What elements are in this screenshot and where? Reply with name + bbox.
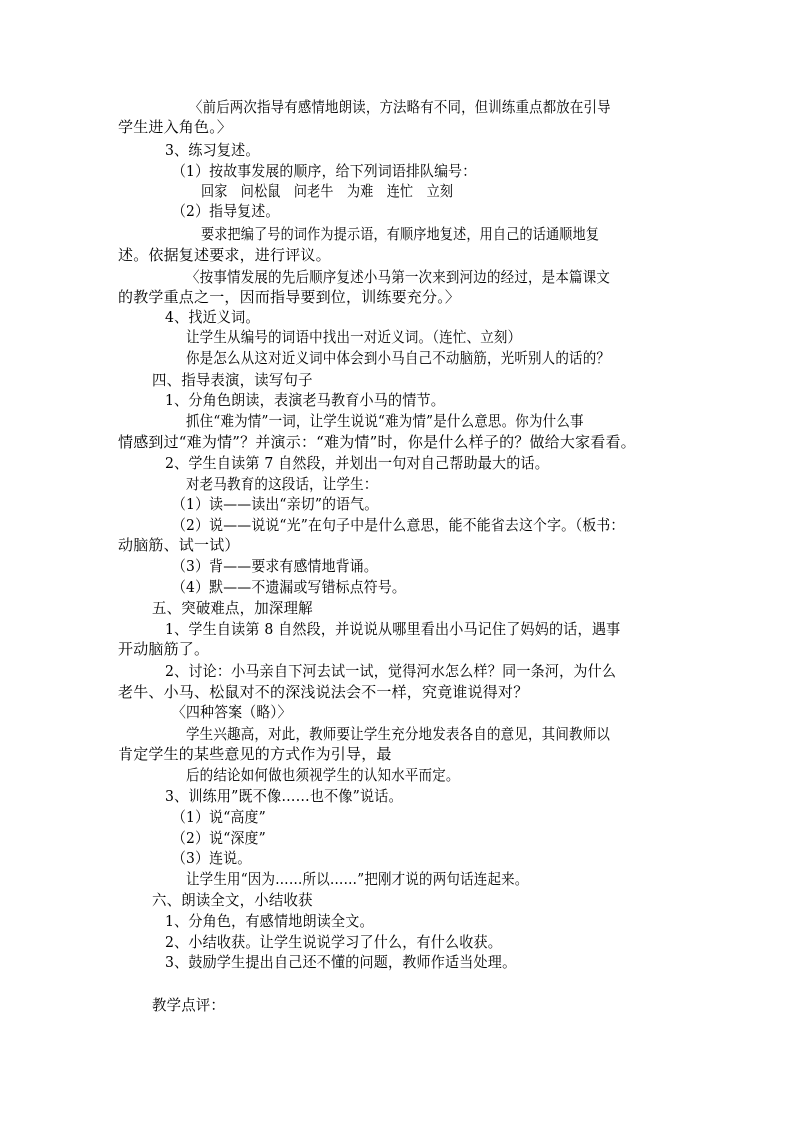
text-line: 1、分角色朗读，表演老马教育小马的情节。: [165, 391, 446, 409]
text-line: 〈四种答案（略）〉: [172, 703, 292, 721]
section-heading: 六、朗读全文，小结收获: [152, 891, 313, 909]
text-line: 〈前后两次指导有感情地朗读，方法略有不同，但训练重点都放在引导: [189, 98, 611, 116]
text-line: （4）默——不遗漏或写错标点符号。: [172, 578, 406, 596]
text-line: 4、找近义词。: [165, 308, 260, 326]
text-line: 抓住“难为情”一词，让学生说说“难为情”是什么意思。你为什么事: [186, 412, 584, 430]
text-line: 开动脑筋了。: [118, 640, 210, 658]
section-heading: 四、指导表演，读写句子: [152, 371, 313, 389]
text-line: 老牛、小马、松鼠对不的深浅说法会不一样，究竟谁说得对？: [118, 683, 529, 701]
text-line: 动脑筋、试一试）: [118, 536, 240, 554]
text-line: 情感到过“难为情”？并演示：“难为情”时，你是什么样子的？做给大家看看。: [118, 433, 636, 451]
text-line: 2、学生自读第 7 自然段，并划出一句对自己帮助最大的话。: [165, 454, 550, 472]
text-line: 〈按事情发展的先后顺序复述小马第一次来到河边的经过，是本篇课文: [186, 268, 611, 286]
text-line: 3、训练用”既不像……也不像”说话。: [165, 787, 403, 805]
text-line: （2）说——说说“光”在句子中是什么意思，能不能省去这个字。（板书：: [172, 516, 625, 534]
text-line: （2）说“深度”: [172, 829, 266, 847]
section-heading: 教学点评：: [152, 996, 226, 1014]
text-line: 3、鼓励学生提出自己还不懂的问题，教师作适当处理。: [165, 953, 517, 971]
text-line: （1）说“高度”: [172, 808, 266, 826]
text-line: 要求把编了号的词作为提示语，有顺序地复述，用自己的话通顺地复: [201, 225, 600, 243]
text-line: 后的结论如何做也须视学生的认知水平而定。: [186, 766, 460, 784]
text-line: 你是怎么从这对近义词中体会到小马自己不动脑筋，光听别人的话的？: [186, 349, 611, 367]
text-line: 3、练习复述。: [165, 141, 260, 159]
text-line: 的教学重点之一，因而指导要到位，训练要充分。〉: [118, 288, 461, 306]
text-line: 2、讨论：小马亲自下河去试一试，觉得河水怎么样？同一条河，为什么: [165, 662, 617, 680]
text-line: 对老马教育的这段话，让学生：: [186, 475, 378, 493]
text-line: 让学生用“因为……所以……”把刚才说的两句话连起来。: [186, 870, 529, 888]
text-line: 让学生从编号的词语中找出一对近义词。（连忙、立刻）: [186, 328, 522, 346]
text-line: 学生进入角色。〉: [118, 118, 233, 136]
text-line: 学生兴趣高，对此，教师要让学生充分地发表各自的意见，其间教师以: [186, 725, 611, 743]
text-line: 肯定学生的某些意见的方式作为引导，最: [118, 745, 392, 763]
text-line: 1、分角色，有感情地朗读全文。: [165, 912, 374, 930]
text-line: （1）读——读出“亲切”的语气。: [172, 495, 379, 513]
text-line: 回家 问松鼠 问老牛 为难 连忙 立刻: [201, 182, 454, 200]
text-line: （1）按故事发展的顺序，给下列词语排队编号：: [172, 162, 477, 180]
text-line: （2）指导复述。: [172, 202, 280, 220]
text-line: （3）连说。: [172, 849, 252, 867]
text-line: 1、学生自读第 8 自然段，并说说从哪里看出小马记住了妈妈的话，遇事: [165, 620, 621, 638]
text-line: 2、小结收获。让学生说说学习了什么，有什么收获。: [165, 933, 503, 951]
text-line: （3）背——要求有感情地背诵。: [172, 557, 378, 575]
section-heading: 五、突破难点，加深理解: [152, 599, 313, 617]
text-line: 述。依据复述要求，进行评议。: [118, 246, 331, 264]
